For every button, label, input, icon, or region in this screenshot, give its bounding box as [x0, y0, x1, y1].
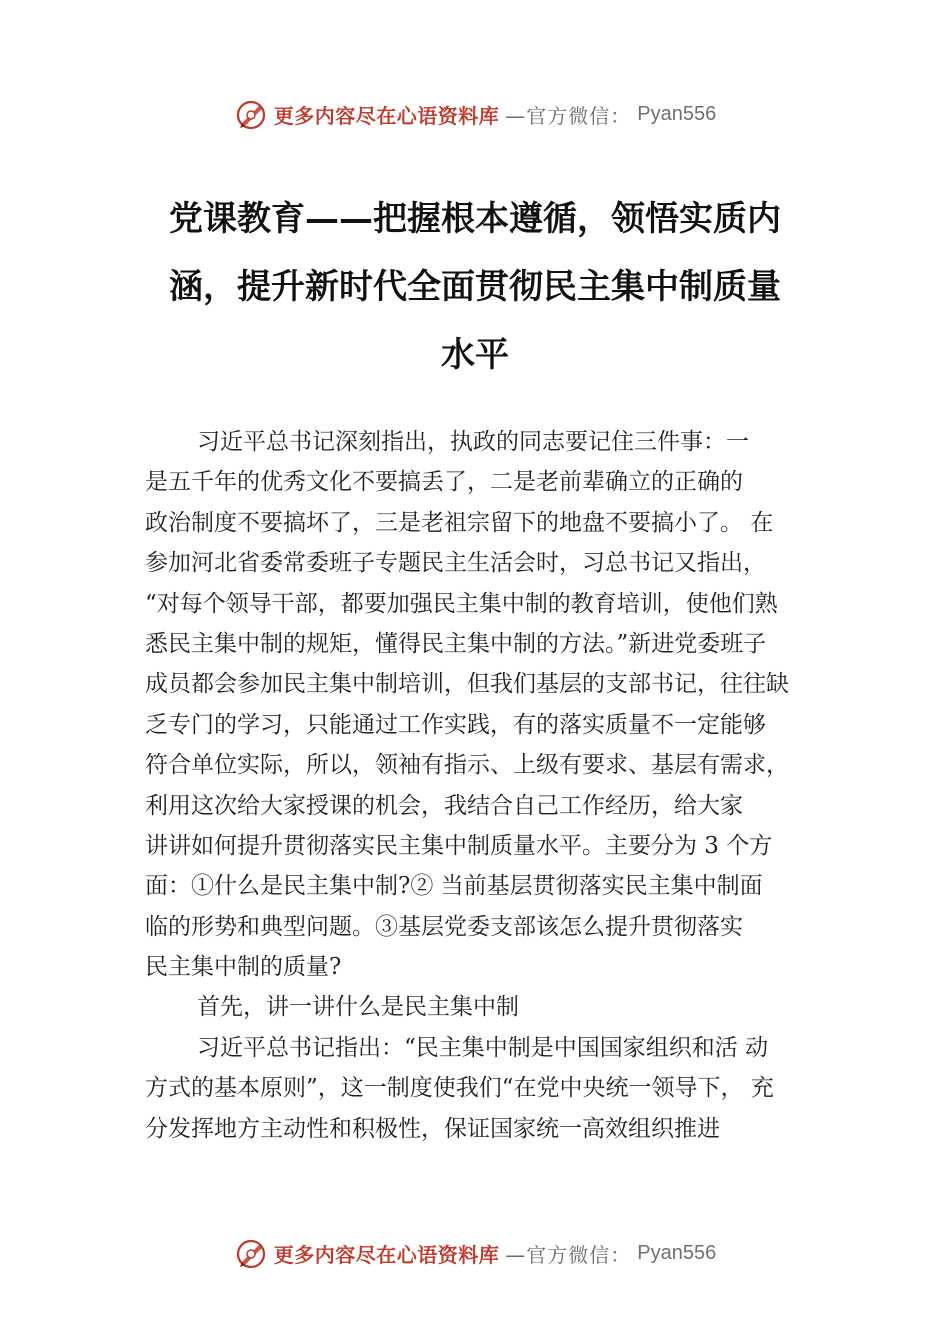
- title-line: 涵，提升新时代全面贯彻民主集中制质量: [169, 267, 781, 307]
- body-line: 符合单位实际，所以，领袖有指示、上级有要求、基层有需求，: [145, 752, 789, 779]
- body-line: “对每个领导干部，都要加强民主集中制的教育培训，使他们熟: [145, 590, 778, 617]
- body-line: 习近平总书记深刻指出，执政的同志要记住三件事：一: [197, 429, 749, 455]
- body-line: 乏专门的学习，只能通过工作实践，有的落实质量不一定能够: [145, 711, 766, 738]
- footer-banner: [0, 1233, 950, 1273]
- banner-wechat-label: —官方微信：: [505, 103, 632, 128]
- title-line: 党课教育——把握根本遵循，领悟实质内: [169, 199, 781, 239]
- banner-wechat-id: Pyan556: [637, 1241, 717, 1264]
- body-line: 分发挥地方主动性和积极性，保证国家统一高效组织推进: [145, 1115, 720, 1142]
- body-line: 讲讲如何提升贯彻落实民主集中制质量水平。主要分为 3 个方: [145, 832, 773, 859]
- body-line: 利用这次给大家授课的机会，我结合自己工作经历，给大家: [145, 792, 743, 819]
- title-line: 水平: [441, 335, 509, 375]
- body-line: 方式的基本原则”，这一制度使我们“在党中央统一领导下， 充: [145, 1075, 774, 1102]
- banner-library-text: 更多内容尽在心语资料库: [273, 103, 500, 128]
- body-line: 习近平总书记指出：“民主集中制是中国国家组织和活 动: [197, 1034, 769, 1061]
- document-body: [145, 422, 835, 1149]
- body-line: 面：①什么是民主集中制?② 当前基层贯彻落实民主集中制面: [145, 873, 763, 900]
- body-line: 政治制度不要搞坏了，三是老祖宗留下的地盘不要搞小了。 在: [145, 509, 774, 536]
- header-banner: [0, 94, 950, 134]
- document-title: [150, 185, 800, 389]
- body-line: 民主集中制的质量?: [145, 954, 342, 981]
- pen-circle-logo-icon: [234, 97, 268, 131]
- section-heading: 首先，讲一讲什么是民主集中制: [197, 994, 519, 1021]
- body-line: 悉民主集中制的规矩，懂得民主集中制的方法。”新进党委班子: [145, 630, 767, 657]
- body-line: 参加河北省委常委班子专题民主生活会时，习总书记又指出，: [145, 550, 766, 577]
- body-line: 成员都会参加民主集中制培训，但我们基层的支部书记，往往缺: [145, 671, 789, 698]
- pen-circle-logo-icon: [234, 1236, 268, 1270]
- body-line: 是五千年的优秀文化不要搞丢了，二是老前辈确立的正确的: [145, 469, 743, 496]
- body-line: 临的形势和典型问题。③基层党委支部该怎么提升贯彻落实: [145, 913, 743, 940]
- banner-wechat-id: Pyan556: [637, 102, 717, 125]
- banner-wechat-label: —官方微信：: [505, 1242, 632, 1267]
- banner-library-text: 更多内容尽在心语资料库: [273, 1242, 500, 1267]
